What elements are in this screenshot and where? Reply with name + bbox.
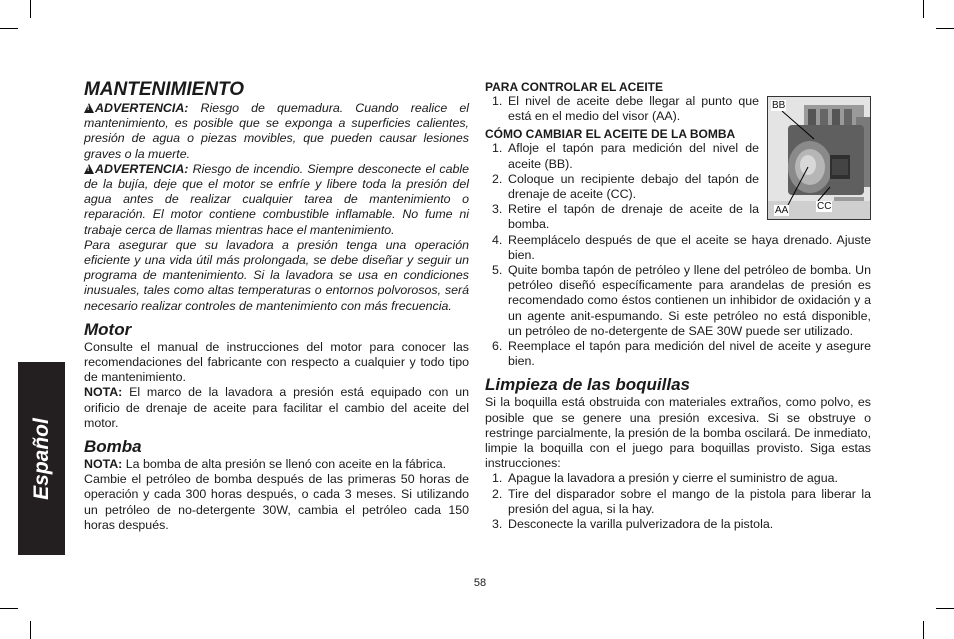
section-title-motor: Motor bbox=[84, 319, 132, 339]
list-item-number: 6. bbox=[492, 339, 503, 354]
list-item-number: 1. bbox=[492, 94, 503, 108]
list-item-text: El nivel de aceite debe llegar al punto que está en el medio del visor (AA). bbox=[508, 94, 759, 124]
list-item-text: Retire el tapón de drenaje de aceite de la bomba. bbox=[508, 202, 759, 232]
figure-label-bb: BB bbox=[772, 100, 786, 111]
bomba-note bbox=[84, 457, 469, 472]
nozzle-steps-list bbox=[485, 471, 871, 532]
language-tab bbox=[18, 362, 65, 555]
list-item bbox=[485, 263, 871, 339]
section-title-nozzles: Limpieza de las boquillas bbox=[485, 375, 690, 395]
list-item-text: Reemplace el tapón para medición del nivel de aceite y asegure bien. bbox=[508, 339, 871, 369]
note-text: La bomba de alta presión se llenó con aceite en la fábrica. bbox=[122, 457, 447, 472]
subheading-oil-check: PARA CONTROLAR EL ACEITE bbox=[485, 80, 664, 94]
list-item-text: Tire del disparador sobre el mango de la pistola para liberar la presión del agua, si la hay. bbox=[508, 486, 871, 516]
list-item bbox=[485, 517, 871, 532]
motor-note bbox=[84, 385, 469, 431]
warning-label: ADVERTENCIA: bbox=[95, 101, 189, 115]
list-item bbox=[485, 339, 871, 369]
nozzle-text: Si la boquilla está obstruida con materiales extraños, como polvo, es posible que se genere una presión excesiva. Si se obstruye o restringe parcialmente, la presión de la bomba oscilará. De inmediato, limpie la boquilla con el juego para boquillas provisto. Siga estas instrucciones: bbox=[485, 395, 871, 471]
crop-mark bbox=[936, 28, 954, 29]
left-column bbox=[84, 80, 469, 533]
crop-mark bbox=[30, 0, 31, 18]
crop-mark bbox=[0, 28, 18, 29]
note-label: NOTA: bbox=[84, 385, 123, 400]
list-item-number: 1. bbox=[492, 471, 503, 486]
list-item-number: 1. bbox=[492, 141, 503, 156]
warning-triangle-icon bbox=[84, 164, 94, 174]
list-item-number: 5. bbox=[492, 263, 503, 278]
warning-label: ADVERTENCIA: bbox=[95, 161, 189, 176]
list-item-text: Afloje el tapón para medición del nivel de aceite (BB). bbox=[508, 141, 759, 171]
oil-change-list-continued bbox=[485, 233, 871, 370]
maintenance-intro: Para asegurar que su lavadora a presión tenga una operación eficiente y una vida útil más prolongada, se debe diseñar y seguir un programa de mantenimiento. Si la lavadora se usa en condiciones inusuales, tales como altas temperaturas o entornos polvorosos, será necesario realizar controles de mantenimiento con más frecuencia. bbox=[84, 237, 469, 313]
figure-label-cc: CC bbox=[817, 201, 832, 212]
language-tab-label: Español bbox=[29, 417, 53, 500]
note-label: NOTA: bbox=[84, 457, 123, 472]
list-item-text: Desconecte la varilla pulverizadora de la pistola. bbox=[508, 517, 774, 532]
list-item-number: 3. bbox=[492, 517, 503, 532]
list-item-number: 2. bbox=[492, 171, 503, 186]
subheading-oil-change: CÓMO CAMBIAR EL ACEITE DE LA BOMBA bbox=[485, 127, 736, 142]
warning-burn bbox=[84, 101, 469, 162]
list-item-number: 3. bbox=[492, 202, 503, 217]
list-item bbox=[485, 487, 871, 517]
warning-triangle-icon bbox=[84, 103, 94, 113]
list-item-text: Quite bomba tapón de petróleo y llene del petróleo de bomba. Un petróleo diseñó específicamente para arandelas de presión es recomendado como éstos contienen un inhibidor de oxidación y a un agente anit-espumando. Si este petróleo no está disponible, un petróleo de no-detergente de SAE 30W puede ser utilizado. bbox=[508, 263, 871, 338]
warning-text: Riesgo de incendio. Siempre desconecte el cable de la bujía, deje que el motor se enfríe y libere toda la presión del agua antes de realizar cualquier tarea de mantenimiento o reparación. El motor contiene combustible inflamable. No fume ni trabaje cerca de llamas mientras hace el mantenimiento. bbox=[84, 161, 469, 237]
warning-fire bbox=[84, 162, 469, 238]
crop-mark bbox=[923, 621, 924, 639]
list-item-number: 4. bbox=[492, 232, 503, 247]
figure-label-aa: AA bbox=[775, 205, 789, 216]
bomba-text: Cambie el petróleo de bomba después de las primeras 50 horas de operación y cada 300 horas después, o cada 3 meses. Si utilizando un petróleo de no-detergente 30W, cambia el petróleo cada 150 horas después. bbox=[84, 472, 469, 532]
list-item bbox=[485, 471, 871, 486]
list-item-text: Apague la lavadora a presión y cierre el suministro de agua. bbox=[508, 471, 838, 486]
crop-mark bbox=[923, 0, 924, 18]
list-item-text: Reemplácelo después de que el aceite se haya drenado. Ajuste bien. bbox=[508, 232, 871, 262]
crop-mark bbox=[936, 608, 954, 609]
warning-text: Riesgo de quemadura. Cuando realice el mantenimiento, es posible que se exponga a superficies calientes, presión de agua o piezas movibles, que pueden causar lesiones graves o la muerte. bbox=[84, 101, 469, 161]
section-title-bomba: Bomba bbox=[84, 437, 142, 457]
note-text: El marco de la lavadora a presión está equipado con un orificio de drenaje de aceite para facilitar el cambio del aceite del motor. bbox=[84, 385, 469, 430]
page-number: 58 bbox=[473, 577, 487, 589]
section-title-mantenimiento: MANTENIMIENTO bbox=[84, 79, 245, 100]
list-item-text: Coloque un recipiente debajo del tapón de drenaje de aceite (CC). bbox=[508, 171, 759, 202]
list-item-number: 2. bbox=[492, 486, 503, 501]
crop-mark bbox=[30, 621, 31, 639]
list-item bbox=[485, 233, 871, 263]
motor-text: Consulte el manual de instrucciones del motor para conocer las recomendaciones del fabricante con respecto a cualquier y todo tipo de mantenimiento. bbox=[84, 339, 469, 385]
crop-mark bbox=[0, 608, 18, 609]
pump-oil-figure bbox=[767, 96, 871, 220]
